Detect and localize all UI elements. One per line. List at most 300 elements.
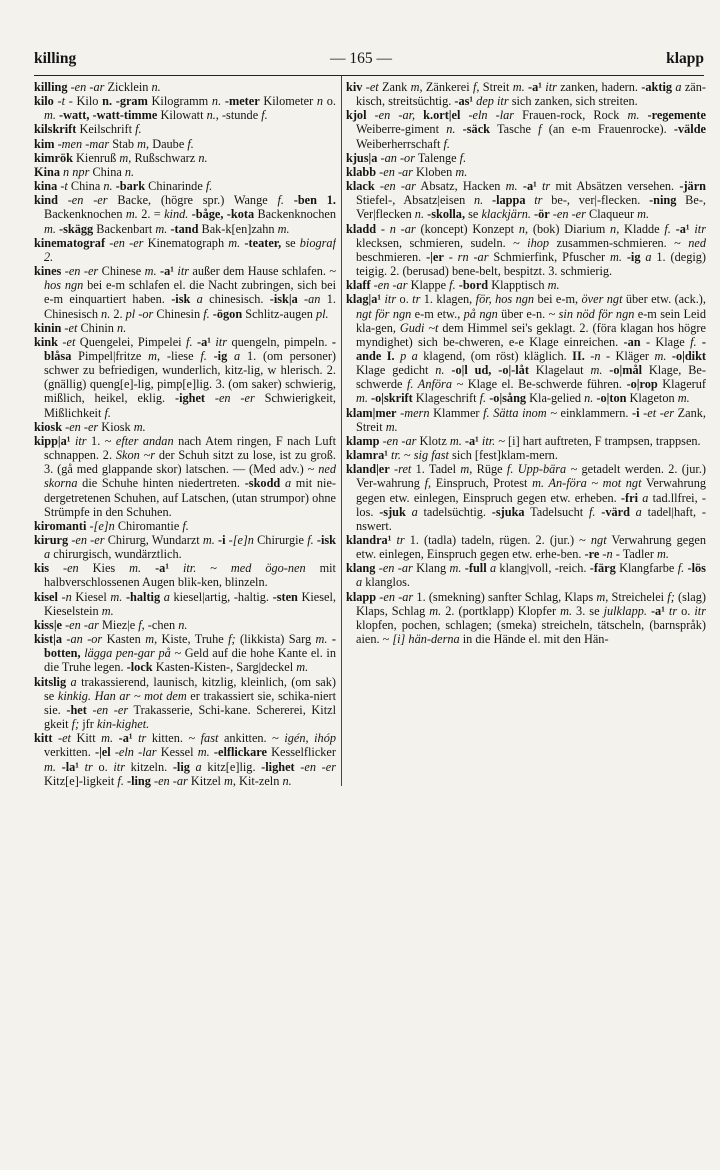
subentry: -ig xyxy=(206,348,228,363)
grammar-label: -en -er xyxy=(57,193,108,208)
grammar-label: m. xyxy=(385,419,398,434)
grammar-label: -en -er xyxy=(68,533,105,547)
dictionary-entry xyxy=(34,632,336,674)
grammar-label: -en -ar xyxy=(67,80,105,94)
translation-text: Kienruß xyxy=(72,150,120,165)
translation-text: Backenbart xyxy=(93,221,156,236)
translation-text: Backenknochen xyxy=(44,207,126,222)
grammar-label: -an xyxy=(297,292,321,307)
translation-text: Backe, (högre spr.) Wange xyxy=(107,193,278,208)
translation-text: klagend, (om röst) kläglich. xyxy=(417,348,573,363)
grammar-label: a xyxy=(160,589,170,604)
translation-text: Klammer xyxy=(429,405,484,420)
subentry: -i xyxy=(632,405,640,420)
translation-text: zän-kisch, streitsüchtig. xyxy=(356,80,706,109)
dictionary-entry xyxy=(34,519,336,533)
example-phrase: med ögo-nen xyxy=(230,561,306,576)
subentry: -watt, -watt-timme xyxy=(55,108,158,123)
translation-text: tadel|haft, -nswert. xyxy=(356,504,706,533)
translation-text: klanglos. xyxy=(362,575,410,590)
grammar-label: n. xyxy=(435,363,445,378)
grammar-label: f. xyxy=(117,773,124,788)
grammar-label: tr xyxy=(525,193,543,208)
translation-text: Klotz xyxy=(416,433,450,448)
translation-text: Kilowatt xyxy=(157,108,207,123)
subentry: -bark xyxy=(112,179,146,194)
translation-text: Zank, Streit xyxy=(356,405,706,434)
dictionary-entry xyxy=(346,179,706,221)
grammar-label: m. xyxy=(155,221,168,236)
translation-text: Kilogramm xyxy=(147,94,212,109)
grammar-label: dep itr xyxy=(473,94,509,109)
grammar-label: m xyxy=(145,632,155,647)
grammar-label: m. xyxy=(657,547,669,562)
grammar-label: tr xyxy=(664,603,678,618)
subentry: -|er xyxy=(426,249,444,264)
translation-text: 1. ~ xyxy=(86,433,116,448)
subentry: -tand xyxy=(167,221,199,236)
grammar-label: n xyxy=(316,94,324,109)
grammar-label: m xyxy=(119,150,129,165)
translation-text: Tadelsucht xyxy=(524,504,589,519)
headword: Kina xyxy=(34,164,60,179)
subentry: -a¹ xyxy=(670,221,690,236)
grammar-label: itr xyxy=(210,334,228,349)
grammar-label: m. xyxy=(547,278,560,293)
subentry: -haltig xyxy=(122,589,161,604)
subentry: -elflickare xyxy=(209,745,267,760)
grammar-label: m. xyxy=(44,221,56,236)
translation-text: Kesselflicker xyxy=(266,745,336,760)
translation-text: 1. (degig) teigig. 2. (berusad) bene-belt, bespitzt. 3. schmierig. xyxy=(356,249,706,279)
translation-text: Trakasserie, Schi-kane. Schererei, Kitzl gkeit xyxy=(44,702,336,732)
subentry: -teater, xyxy=(240,235,282,250)
grammar-label: m. xyxy=(512,80,525,94)
grammar-label: tr. xyxy=(387,448,401,463)
grammar-label: f. xyxy=(200,348,207,363)
subentry: -o|skrift xyxy=(367,391,413,406)
example-phrase: ned skorna xyxy=(44,462,336,491)
dictionary-entry xyxy=(34,179,336,193)
translation-text: Kilo xyxy=(72,94,103,109)
translation-text: Chinin xyxy=(77,320,118,335)
dictionary-entry xyxy=(34,236,336,264)
translation-text: trakassierend, launisch, kitzlig, kleinlich, (om sak) se xyxy=(44,674,336,703)
subentry: -a¹ xyxy=(156,264,174,279)
translation-text: Kies xyxy=(78,561,130,576)
subentry: -ig xyxy=(621,249,641,264)
translation-text: Klage gedicht xyxy=(356,363,436,378)
grammar-label: f xyxy=(424,476,429,491)
translation-text: Kasten xyxy=(102,632,146,647)
subentry: -lig xyxy=(172,759,190,774)
example-phrase: Anföra ~ xyxy=(413,377,464,392)
dictionary-entry xyxy=(34,561,336,589)
subentry: -färg xyxy=(589,561,616,576)
dictionary-entry xyxy=(346,590,706,647)
translation-text: China xyxy=(67,179,104,194)
grammar-label: -[e]n xyxy=(86,518,115,533)
translation-text: Kloben xyxy=(412,164,456,179)
translation-text: tad.llfrei, -los. xyxy=(356,490,706,519)
grammar-label: -eln -lar xyxy=(110,745,157,760)
headword: n. xyxy=(102,94,113,109)
subentry: -blåsa xyxy=(44,334,336,363)
grammar-label: a xyxy=(227,348,241,363)
grammar-label: f; xyxy=(228,632,236,647)
translation-text: o. xyxy=(323,94,336,109)
translation-text: Kitt xyxy=(70,731,102,746)
translation-text: , Rüge xyxy=(469,462,507,477)
translation-text: chinesisch. xyxy=(202,292,270,307)
subentry: -ling xyxy=(123,773,151,788)
grammar-label: m. xyxy=(101,603,114,618)
translation-text: Schlitz-augen xyxy=(242,306,316,321)
grammar-label: itr. xyxy=(478,433,496,448)
headword: klabb xyxy=(346,164,377,179)
translation-text: Kla-gelied xyxy=(526,391,585,406)
translation-text: nach Atem ringen, F nach Luft schnappen. 2. xyxy=(44,433,336,463)
dictionary-entry xyxy=(346,222,706,279)
example-phrase: ngt för ngn xyxy=(356,306,412,321)
subentry: -välde xyxy=(673,122,706,137)
translation-text: Miez|e xyxy=(98,617,139,632)
subentry: -ben 1. xyxy=(283,193,336,208)
translation-text: Tadler xyxy=(619,547,657,562)
translation-text: Chirurg, Wundarzt xyxy=(104,533,203,547)
translation-text: Klageton xyxy=(626,391,678,406)
translation-text: Kit-zeln xyxy=(235,773,283,788)
subentry: -het xyxy=(66,702,87,717)
subentry: -lock xyxy=(126,660,153,675)
translation-text: ~ [i] hart auftreten, F trampsen, trappsen. xyxy=(495,433,701,448)
grammar-label: -[e]n xyxy=(225,533,254,547)
dictionary-entry xyxy=(346,108,706,150)
headword: klam|mer xyxy=(346,405,397,420)
column-divider xyxy=(341,76,342,786)
translation-text: 3. se xyxy=(572,603,604,618)
grammar-label: m. xyxy=(532,476,545,491)
headword: kiosk xyxy=(34,419,63,434)
translation-text: Weiberherrschaft xyxy=(356,136,444,151)
translation-text: jfr xyxy=(79,717,97,732)
translation-text: Stab xyxy=(109,136,138,151)
grammar-label: f. xyxy=(203,306,210,321)
grammar-label: m. xyxy=(197,745,210,760)
translation-text: zanken, hadern. xyxy=(556,80,642,94)
grammar-label: n. xyxy=(414,207,425,222)
grammar-label: m. xyxy=(560,603,573,618)
grammar-label: n. xyxy=(446,122,456,137)
grammar-label: itr xyxy=(70,433,87,448)
dictionary-entry xyxy=(34,193,336,235)
grammar-label: f. xyxy=(479,391,487,406)
grammar-label: f; xyxy=(667,589,675,604)
translation-text: klang|voll, -reich. xyxy=(496,561,590,576)
dictionary-entry xyxy=(346,406,706,434)
translation-text: Kiosk xyxy=(98,419,134,434)
translation-text: die Schuhe hinten niedertreten. xyxy=(77,476,245,491)
grammar-label: a xyxy=(672,80,682,94)
grammar-label: tr xyxy=(412,292,421,307)
grammar-label: itr xyxy=(694,603,706,618)
grammar-label: m. xyxy=(277,221,290,236)
grammar-label: m xyxy=(410,80,420,94)
translation-text: , Kiste, Truhe xyxy=(154,632,229,647)
grammar-label: -an -or xyxy=(62,632,103,647)
translation-text: (an e-m Frauenrocke). xyxy=(541,122,674,137)
grammar-label: n. xyxy=(101,306,111,321)
translation-text: Absatz, Hacken xyxy=(415,179,506,194)
headword: kines xyxy=(34,264,62,279)
dictionary-entry xyxy=(346,462,706,533)
translation-text: se xyxy=(281,235,300,250)
translation-text: Geld auf die hohe Kante el. in die Truhe legen. xyxy=(44,646,336,675)
translation-text: der Schuh sitzt zu lose, ist zu groß. 3. (gå med glappande skor) latschen. — (Med adv.) ~ xyxy=(44,448,336,477)
translation-text: Zank xyxy=(378,80,411,94)
grammar-label: a xyxy=(66,674,77,689)
grammar-label: a xyxy=(629,504,642,519)
grammar-label: f. xyxy=(443,136,450,151)
grammar-label: -en -ar xyxy=(370,278,408,293)
grammar-label: n. xyxy=(282,773,292,788)
grammar-label: m xyxy=(596,589,606,604)
dictionary-entry xyxy=(34,264,336,321)
translation-text: , -liese xyxy=(157,348,201,363)
grammar-label: m. xyxy=(296,660,309,675)
example-phrase: [i] hän-derna xyxy=(392,632,460,647)
grammar-label: -en -er xyxy=(294,759,336,774)
subentry: -isk xyxy=(313,533,336,547)
example-phrase: hos ngn xyxy=(44,278,84,293)
grammar-label: -n xyxy=(57,589,72,604)
grammar-label: a xyxy=(189,759,202,774)
headword: kjol xyxy=(346,108,367,123)
translation-text: Chirurgie xyxy=(253,533,308,547)
translation-text: getadelt werden. 2. (jur.) Ver-wahrung xyxy=(356,462,706,491)
grammar-label: -an -or xyxy=(377,150,415,165)
page-header xyxy=(34,50,704,72)
translation-text: e-m sein Leid kla-gen, xyxy=(356,306,706,335)
subentry: -regemente xyxy=(639,108,706,123)
grammar-label: f. xyxy=(664,221,671,236)
headword: kist|a xyxy=(34,632,62,647)
grammar-label: - n -ar xyxy=(376,221,416,236)
subentry: -aktig xyxy=(641,80,673,94)
grammar-label: f. xyxy=(449,278,456,293)
example-phrase: efter andan xyxy=(115,433,174,448)
translation-text: 1. klagen, xyxy=(420,292,476,307)
grammar-label: a xyxy=(640,249,652,264)
subentry: -ande I. xyxy=(356,334,706,363)
grammar-label: m. xyxy=(125,207,138,222)
translation-text: e-m etw., xyxy=(411,306,464,321)
grammar-label: -en -ar xyxy=(375,561,413,576)
translation-text: Schmierfink, Pfuscher xyxy=(488,249,610,264)
translation-text: , Einspruch, Protest xyxy=(428,476,533,491)
grammar-label: a xyxy=(280,476,292,491)
grammar-label: a xyxy=(356,575,363,590)
subentry: -a¹ xyxy=(524,80,542,94)
translation-text: sich zanken, sich streiten. xyxy=(508,94,638,109)
grammar-label: f. xyxy=(104,405,111,420)
grammar-label: -mern xyxy=(396,405,430,420)
grammar-label: -ret xyxy=(389,462,412,477)
grammar-label: m. xyxy=(133,419,146,434)
translation-text: Chinese xyxy=(98,264,145,279)
translation-text: , (bok) Diarium xyxy=(525,221,611,236)
headword: klack xyxy=(346,179,375,194)
translation-text: o. xyxy=(92,759,114,774)
subentry: -lighet xyxy=(261,759,295,774)
example-phrase: kind. xyxy=(164,207,189,222)
subentry: -i xyxy=(214,533,226,547)
translation-text: (likkista) Sarg xyxy=(235,632,316,647)
translation-text: über etw. (ack.), xyxy=(622,292,706,307)
grammar-label: a xyxy=(638,490,649,505)
grammar-label: -en -er xyxy=(86,702,129,717)
grammar-label: -n - xyxy=(599,547,620,562)
headword: kitt xyxy=(34,731,53,746)
dictionary-entry xyxy=(34,321,336,335)
subentry: -botten, xyxy=(44,632,336,661)
grammar-label: -en -ar xyxy=(62,617,99,632)
grammar-label: m. xyxy=(449,433,462,448)
subentry: -a¹ xyxy=(461,433,479,448)
dictionary-entry xyxy=(34,590,336,618)
translation-text: Kessel xyxy=(156,745,198,760)
translation-text: China xyxy=(89,164,125,179)
grammar-label: -men -mar xyxy=(54,136,110,151)
grammar-label: m. xyxy=(654,348,667,363)
grammar-label: m xyxy=(148,348,158,363)
translation-text: o. xyxy=(677,603,695,618)
headword: kiv xyxy=(346,80,363,94)
grammar-label: m. xyxy=(610,249,622,264)
translation-text: Klage xyxy=(650,334,691,349)
translation-text: Quengelei, Pimpelei xyxy=(75,334,187,349)
headword: kjus|a xyxy=(346,150,378,165)
grammar-label: -en -ar xyxy=(374,179,416,194)
subentry: -ör xyxy=(530,207,550,222)
translation-text: tadelsüchtig. xyxy=(417,504,492,519)
translation-text: sich [fest]klam-mern. xyxy=(448,448,558,463)
subentry: -o|ton xyxy=(593,391,627,406)
translation-text: be-, ver|-flecken. xyxy=(542,193,650,208)
grammar-label: m. xyxy=(637,207,650,222)
translation-text: dem Himmel sei's geklagt. 2. (föra klagan hos högre myndighet) sich be-chweren, e-e Klage einreichen. xyxy=(356,320,706,349)
headword: kinematograf xyxy=(34,235,106,250)
headword: kisel xyxy=(34,589,58,604)
grammar-label: n xyxy=(610,221,617,236)
grammar-label: m xyxy=(137,136,147,151)
grammar-label: -t - xyxy=(53,94,73,109)
subentry: -bord xyxy=(455,278,489,293)
headword: kladd xyxy=(346,221,377,236)
grammar-label: f. xyxy=(261,108,268,123)
grammar-label: -et -er xyxy=(639,405,675,420)
translation-text: 1. (smekning) sanfter Schlag, Klaps xyxy=(413,589,597,604)
dictionary-entry xyxy=(34,731,336,788)
translation-text: 2. = xyxy=(137,207,165,222)
grammar-label: m. xyxy=(455,164,468,179)
subentry: -ning xyxy=(649,193,677,208)
translation-text: Tasche xyxy=(490,122,539,137)
headword: kis xyxy=(34,561,50,576)
grammar-label: f. xyxy=(186,334,193,349)
headword: kilo xyxy=(34,94,54,109)
subentry: k.ort|el xyxy=(415,108,461,123)
grammar-label: m. xyxy=(505,179,518,194)
example-phrase: sin nöd för ngn xyxy=(558,306,635,321)
subentry: -re xyxy=(584,547,600,562)
grammar-label: a xyxy=(405,504,418,519)
translation-text: 2. (portklapp) Klopfer xyxy=(441,603,561,618)
translation-text: Stiefel-, Absatz|eisen xyxy=(356,193,474,208)
grammar-label: a xyxy=(44,547,51,562)
translation-text: Klage, Be-schwerde xyxy=(356,363,706,392)
grammar-label: n. xyxy=(178,617,188,632)
grammar-label: f xyxy=(538,122,542,137)
grammar-label: a xyxy=(190,292,203,307)
example-phrase: över ngt xyxy=(581,292,623,307)
headword: kina xyxy=(34,179,58,194)
subentry: -sjuka xyxy=(491,504,525,519)
subentry: -isk|a xyxy=(269,292,298,307)
example-phrase: biograf 2. xyxy=(44,235,336,264)
headword: kink xyxy=(34,334,58,349)
headword: kimrök xyxy=(34,150,73,165)
example-phrase: Upp-bära ~ xyxy=(513,462,578,477)
example-phrase: på ngn xyxy=(463,306,498,321)
example-phrase: lägga pen-gar på ~ xyxy=(80,646,182,661)
grammar-label: n. xyxy=(117,320,127,335)
translation-text: klecksen, schmieren, sudeln. ~ xyxy=(356,235,528,250)
translation-text: Chiromantie xyxy=(114,518,183,533)
grammar-label: n. xyxy=(151,80,161,94)
translation-text: Backenknochen xyxy=(254,207,336,222)
grammar-label: n. xyxy=(211,94,222,109)
translation-text: , -stunde xyxy=(215,108,262,123)
dictionary-entry xyxy=(346,151,706,165)
grammar-label: f. xyxy=(690,334,697,349)
translation-text: Verwahrung gegen etw. einlegen, Einspruch gegen etw. erhe-ben. xyxy=(356,533,706,562)
subentry: -ögon xyxy=(209,306,243,321)
grammar-label: f. xyxy=(588,504,596,519)
dictionary-entry xyxy=(34,434,336,519)
subentry: -ighet xyxy=(174,391,206,406)
translation-text: mit halbverschlossenen Augen blik-ken, blinzeln. xyxy=(44,561,336,590)
translation-text: Klapptisch xyxy=(488,278,548,293)
grammar-label: itr xyxy=(541,80,557,94)
translation-text: Chinarinde xyxy=(145,179,206,194)
translation-text: Kilometer xyxy=(259,94,317,109)
header-rule xyxy=(34,75,704,76)
grammar-label: f; xyxy=(71,717,80,732)
subentry: -järn xyxy=(679,179,706,194)
subentry: -o|sång xyxy=(486,391,527,406)
grammar-label: -en -ar xyxy=(150,773,188,788)
example-phrase: för, hos ngn xyxy=(475,292,535,307)
translation-text: se xyxy=(465,207,482,222)
example-phrase: ihop xyxy=(527,235,550,250)
subentry: -skodd xyxy=(244,476,281,491)
grammar-label: -en -er xyxy=(62,419,99,434)
headword: klang xyxy=(346,561,376,576)
subentry: -o|dikt xyxy=(666,348,706,363)
headword: klapp xyxy=(346,589,377,604)
translation-text: beschmieren. xyxy=(356,249,427,264)
